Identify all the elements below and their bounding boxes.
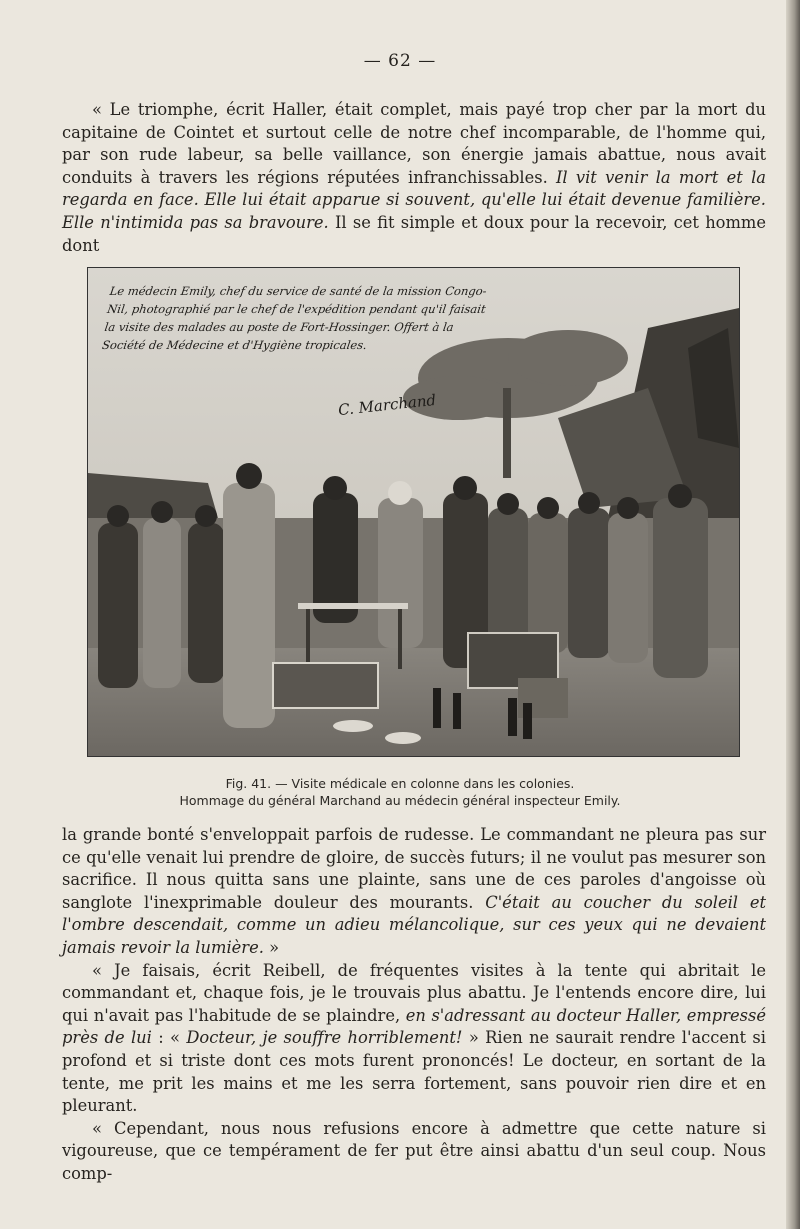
paragraph-reibell-part1: « Je faisais, écrit Reibell, de fréquentes visites à la tente qui abritait le commandant et, chaque fois, je le trouvais plus abattu. Je l'entends encore dire, lui qui n'avait pas l'habitude de se plaindre, [62, 960, 766, 1025]
paragraph-haller-part1: « Le triomphe, écrit Haller, était complet, mais payé trop cher par la mort du capitaine de Cointet et surtout celle de notre chef incomparable, de l'homme qui, par son rude labeur, sa belle vaillance, son énergie jamais abattue, nous avait conduits à travers les régions réputées infranchissables. [62, 100, 766, 187]
top-text-block [62, 99, 766, 257]
handwritten-inscription: Le médecin Emily, chef du service de santé de la mission Congo-Nil, photographié par le chef de l'expédition pendant qu'il faisait la visite des malades au poste de Fort-Hossinger. Offert à la Société de Médecine et d'Hygiène tropicales. [101, 284, 488, 352]
paragraph-cependant: « Cependant, nous nous refusions encore à admettre que cette nature si vigoureuse, que ce tempérament de fer put être ainsi abattu d'un seul coup. Nous comp- [62, 1118, 766, 1183]
bottom-text-block [62, 824, 766, 1186]
paragraph-reibell-part2: : « [151, 1028, 187, 1048]
handwritten-signature: C. Marchand [337, 390, 437, 420]
page-edge-shadow [786, 0, 800, 1229]
paragraph-continuation [62, 824, 766, 960]
figure-caption-line1: Fig. 41. — Visite médicale en colonne dans les colonies. [225, 776, 575, 791]
paragraph-reibell-quote: Docteur, je souffre horriblement! [186, 1028, 463, 1048]
figure-photograph [87, 267, 740, 757]
paragraph-haller-italic: Il vit venir la mort et la regarda en face. Elle lui était apparue si souvent, qu'elle lui était devenue familière. Elle n'intimida pas sa bravoure. [62, 167, 766, 232]
paragraph-haller-part2: Il se fit simple et doux pour la recevoir, cet homme dont [62, 212, 766, 255]
paragraph-reibell-italic1: en s'adressant au docteur Haller, empressé près de lui [62, 1005, 766, 1048]
paragraph-haller [62, 99, 766, 257]
paragraph-continuation-italic: C'était au coucher du soleil et l'ombre descendait, comme un adieu mélancolique, sur ces yeux qui ne devaient jamais revoir la lumière. [62, 892, 766, 957]
paragraph-reibell-part3: » Rien ne saurait rendre l'accent si profond et si triste dont ces mots furent prononcés! Le docteur, en sortant de la tente, me prit les mains et me les serra fortement, sans pouvoir rien dire et en pleurant. [62, 1028, 766, 1116]
paragraph-continuation-end: » [263, 937, 280, 957]
page-number: — 62 — [363, 51, 437, 71]
paragraph-reibell [62, 960, 766, 1118]
figure-caption-line2: Hommage du général Marchand au médecin général inspecteur Emily. [179, 793, 621, 808]
paragraph-continuation-part1: la grande bonté s'enveloppait parfois de rudesse. Le commandant ne pleura pas sur ce qu'elle venait lui prendre de gloire, de succès futurs; il ne voulut pas mesurer son sacrifice. Il nous quitta sans une plainte, sans une de ces paroles d'angoisse où sanglote l'inexprimable douleur des mourants. [62, 825, 766, 912]
